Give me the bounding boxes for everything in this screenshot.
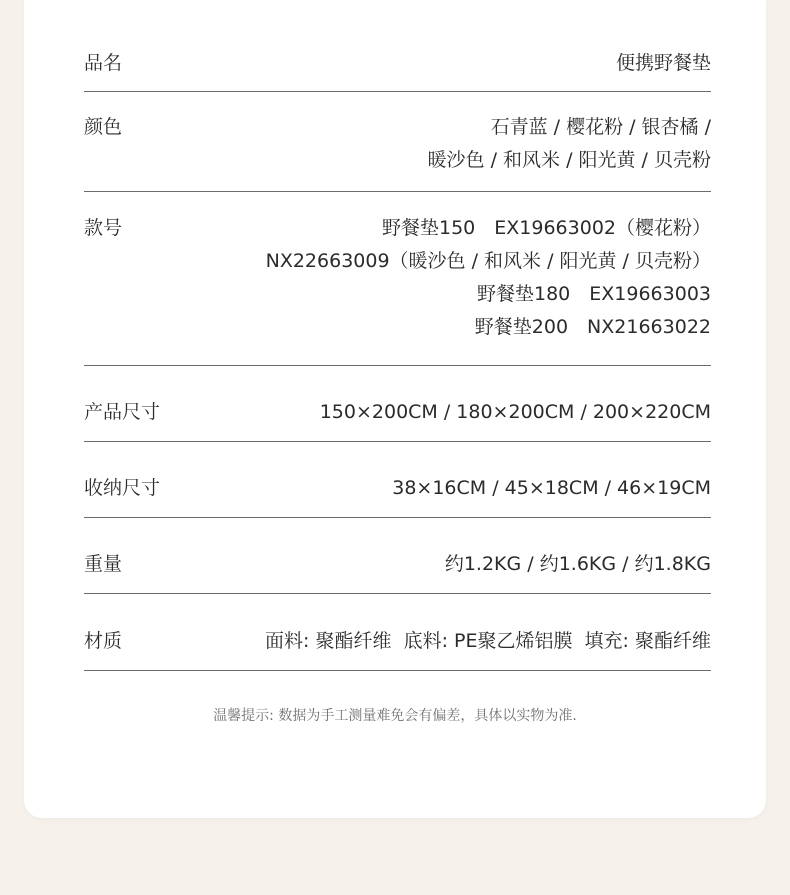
divider <box>84 593 711 594</box>
spec-value-line: 野餐垫150 EX19663002（樱花粉） <box>382 217 711 239</box>
disclaimer-note: 温馨提示: 数据为手工测量难免会有偏差，具体以实物为准. <box>213 708 577 724</box>
spec-row-material <box>84 625 711 658</box>
spec-row-weight <box>84 548 711 581</box>
divider <box>84 91 711 92</box>
spec-value-line: 面料: 聚酯纤维 底料: PE聚乙烯铝膜 填充: 聚酯纤维 <box>265 630 711 652</box>
spec-value <box>616 47 711 80</box>
spec-row-product-size <box>84 396 711 429</box>
spec-value <box>266 212 711 344</box>
spec-row-model <box>84 212 711 344</box>
spec-value-line: 38×16CM / 45×18CM / 46×19CM <box>392 477 711 499</box>
spec-value-line: 便携野餐垫 <box>615 52 711 74</box>
divider <box>84 365 711 366</box>
spec-value <box>392 472 711 505</box>
spec-value-line: 暖沙色 / 和风米 / 阳光黄 / 贝壳粉 <box>427 149 711 171</box>
spec-row-name <box>84 47 711 80</box>
spec-label: 收纳尺寸 <box>84 477 161 499</box>
spec-value-line: 约1.2KG / 约1.6KG / 约1.8KG <box>444 553 711 575</box>
spec-label: 材质 <box>84 630 123 652</box>
spec-value-line: 野餐垫200 NX21663022 <box>474 316 711 338</box>
spec-value-line: NX22663009（暖沙色 / 和风米 / 阳光黄 / 贝壳粉） <box>265 250 711 272</box>
divider <box>84 670 711 671</box>
divider <box>84 517 711 518</box>
spec-value <box>265 625 711 658</box>
spec-value <box>320 396 711 429</box>
spec-value-line: 野餐垫180 EX19663003 <box>477 283 711 305</box>
spec-label: 颜色 <box>84 116 123 138</box>
spec-value <box>445 548 711 581</box>
divider <box>84 191 711 192</box>
divider <box>84 441 711 442</box>
spec-value-line: 石青蓝 / 樱花粉 / 银杏橘 / <box>490 116 711 138</box>
spec-label: 品名 <box>84 52 123 74</box>
spec-value-line: 150×200CM / 180×200CM / 200×220CM <box>319 401 711 423</box>
spec-row-storage-size <box>84 472 711 505</box>
spec-label: 产品尺寸 <box>84 401 161 423</box>
spec-row-color <box>84 111 711 177</box>
spec-value <box>428 111 711 177</box>
spec-label: 款号 <box>84 217 123 239</box>
spec-label: 重量 <box>84 553 123 575</box>
